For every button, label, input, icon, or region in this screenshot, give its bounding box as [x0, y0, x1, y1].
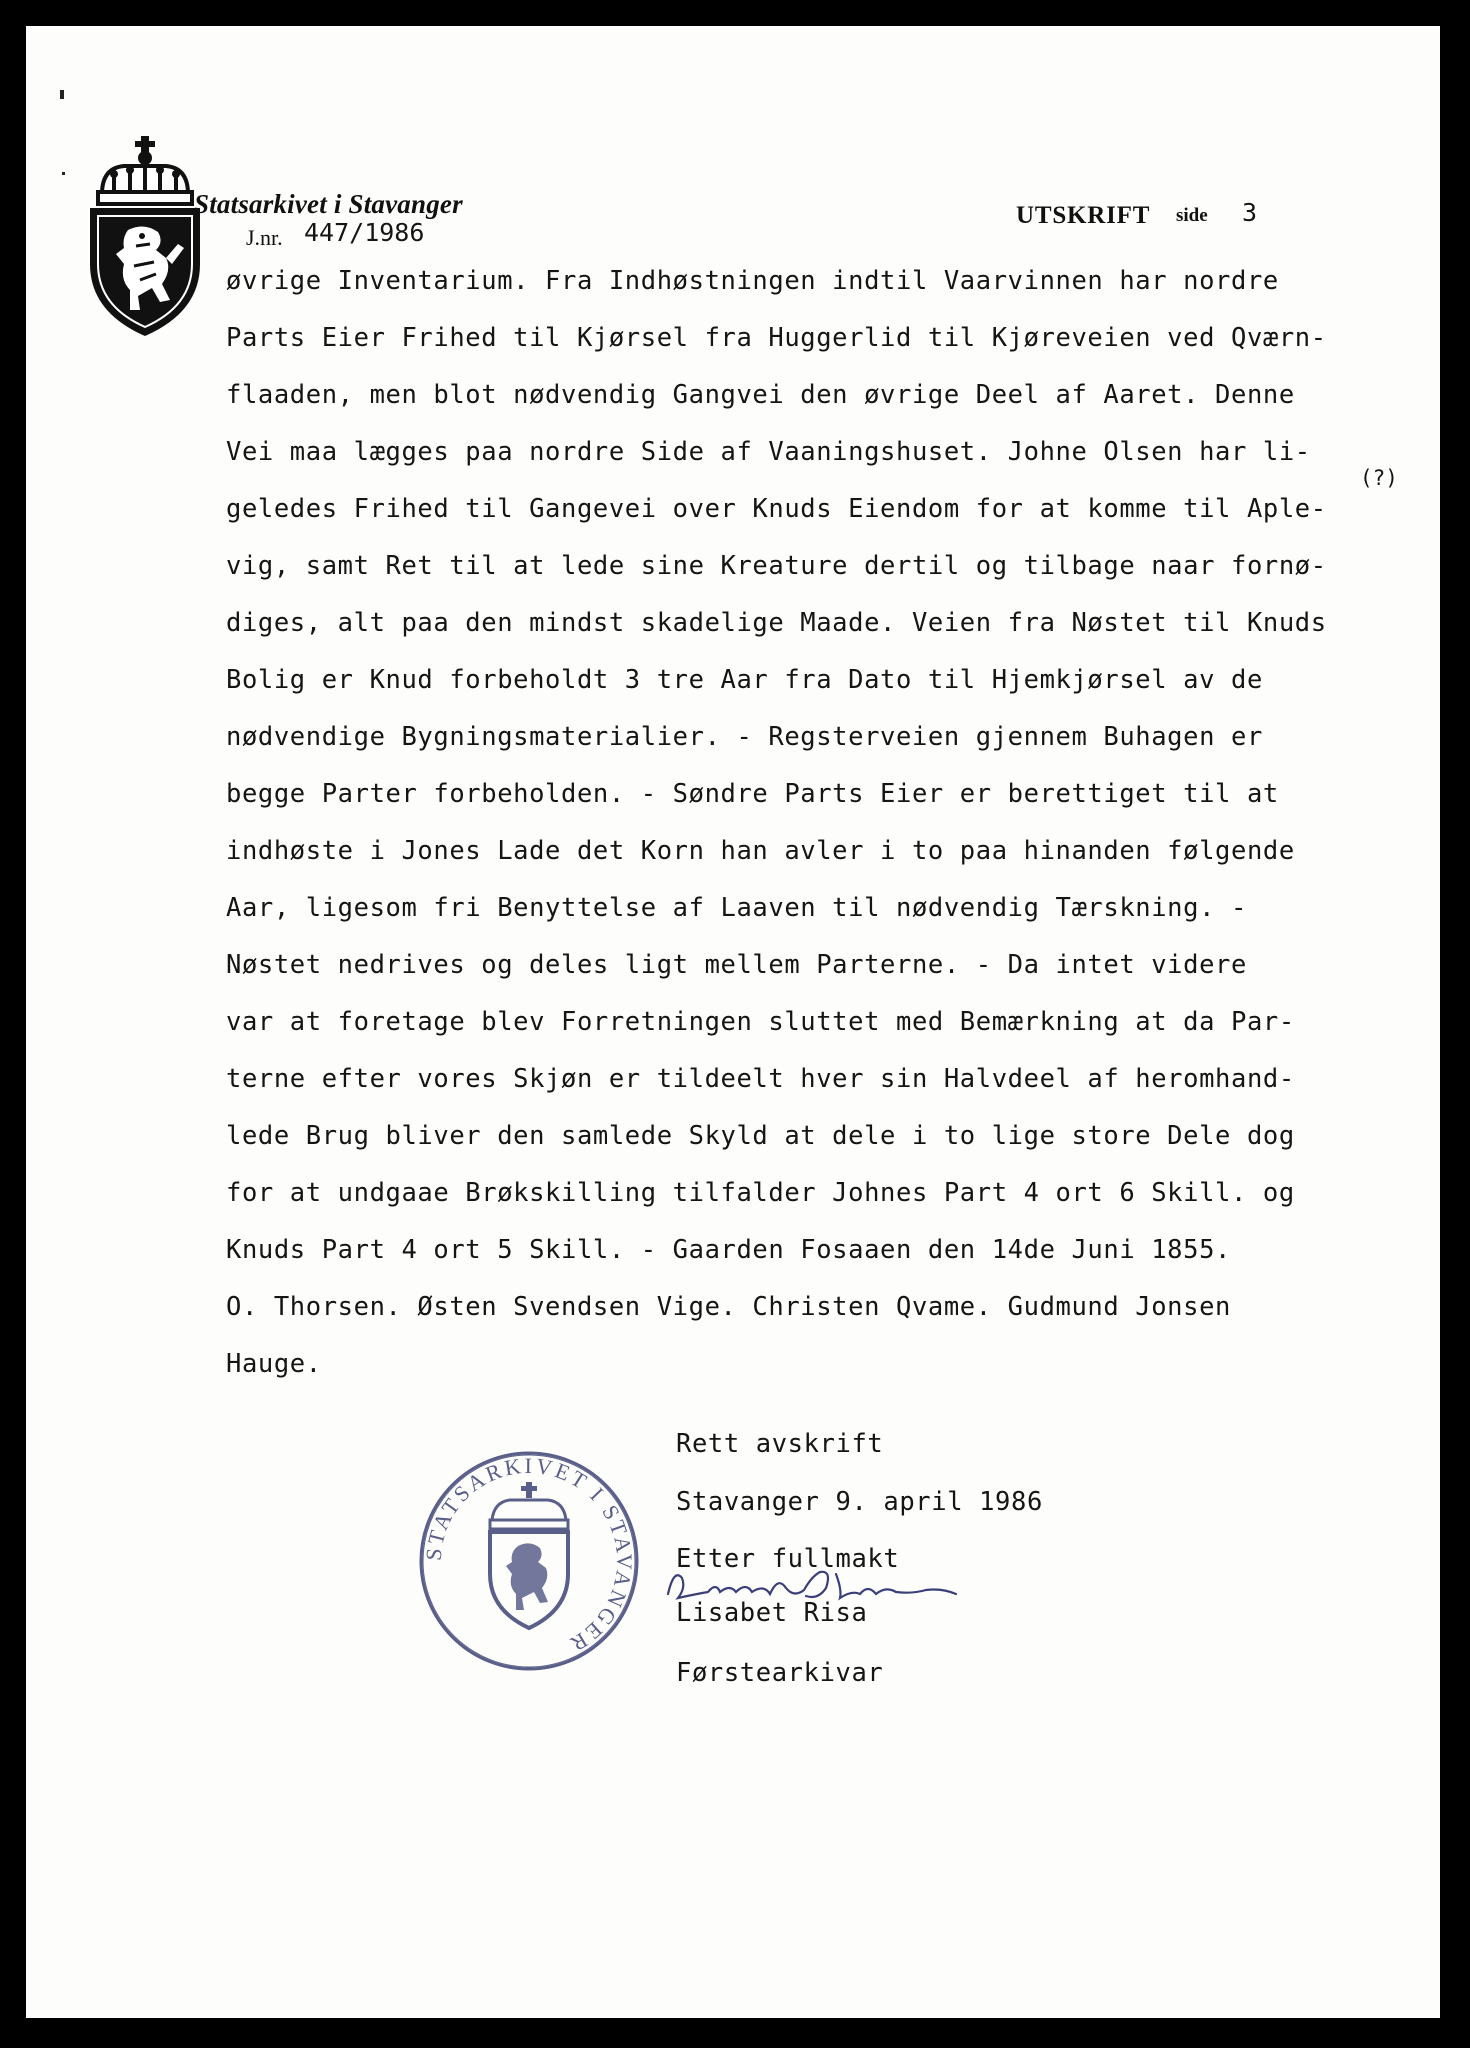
body-line: begge Parter forbeholden. - Søndre Parts Eier er berettiget til at — [226, 779, 1279, 809]
attestation-line: Rett avskrift — [676, 1429, 884, 1459]
body-line: Bolig er Knud forbeholdt 3 tre Aar fra Dato til Hjemkjørsel av de — [226, 665, 1263, 695]
body-line: Aar, ligesom fri Benyttelse af Laaven til nødvendig Tærskning. - — [226, 893, 1247, 923]
body-line: diges, alt paa den mindst skadelige Maade. Veien fra Nøstet til Knuds — [226, 608, 1327, 638]
body-line: for at undgaae Brøkskilling tilfalder Johnes Part 4 ort 6 Skill. og — [226, 1178, 1295, 1208]
institution-name: Statsarkivet i Stavanger — [194, 189, 463, 219]
page-label: side — [1176, 205, 1208, 226]
edge-mark — [60, 90, 64, 99]
seal-text: STATSARKIVET I STAVANGER — [420, 1452, 638, 1659]
norwegian-coat-of-arms-icon — [80, 134, 210, 340]
document-page — [26, 26, 1440, 2018]
body-line: terne efter vores Skjøn er tildeelt hver sin Halvdeel af heromhand- — [226, 1064, 1295, 1094]
page-number: 3 — [1242, 198, 1258, 227]
body-line: var at foretage blev Forretningen sluttet med Bemærkning at da Par- — [226, 1007, 1295, 1037]
margin-note: (?) — [1360, 466, 1398, 490]
body-line: indhøste i Jones Lade det Korn han avler i to paa hinanden følgende — [226, 836, 1295, 866]
journal-number-label: J.nr. — [246, 225, 283, 250]
edge-mark — [62, 172, 65, 175]
body-line: vig, samt Ret til at lede sine Kreature dertil og tilbage naar fornø- — [226, 551, 1327, 581]
attestation-line: Stavanger 9. april 1986 — [676, 1487, 1043, 1517]
journal-number: 447/1986 — [304, 218, 425, 247]
document-type-label: UTSKRIFT — [1016, 202, 1151, 229]
body-line: lede Brug bliver den samlede Skyld at dele i to lige store Dele dog — [226, 1121, 1295, 1151]
body-line: geledes Frihed til Gangevei over Knuds Eiendom for at komme til Aple- — [226, 494, 1327, 524]
body-line: O. Thorsen. Østen Svendsen Vige. Christen Qvame. Gudmund Jonsen — [226, 1292, 1231, 1322]
signatory-title: Førstearkivar — [676, 1658, 884, 1688]
body-line: Vei maa lægges paa nordre Side af Vaaningshuset. Johne Olsen har li- — [226, 437, 1311, 467]
body-line: nødvendige Bygningsmaterialier. - Regsterveien gjennem Buhagen er — [226, 722, 1263, 752]
signatory-name: Lisabet Risa — [676, 1598, 868, 1628]
body-line: Hauge. — [226, 1349, 322, 1379]
body-line: Knuds Part 4 ort 5 Skill. - Gaarden Fosaaen den 14de Juni 1855. — [226, 1235, 1231, 1265]
attestation-line: Etter fullmakt — [676, 1544, 900, 1574]
body-line: øvrige Inventarium. Fra Indhøstningen indtil Vaarvinnen har nordre — [226, 266, 1279, 296]
body-line: Nøstet nedrives og deles ligt mellem Parterne. - Da intet videre — [226, 950, 1247, 980]
body-line: flaaden, men blot nødvendig Gangvei den øvrige Deel af Aaret. Denne — [226, 380, 1295, 410]
official-seal-icon — [414, 1446, 644, 1676]
body-line: Parts Eier Frihed til Kjørsel fra Huggerlid til Kjøreveien ved Qværn- — [226, 323, 1327, 353]
